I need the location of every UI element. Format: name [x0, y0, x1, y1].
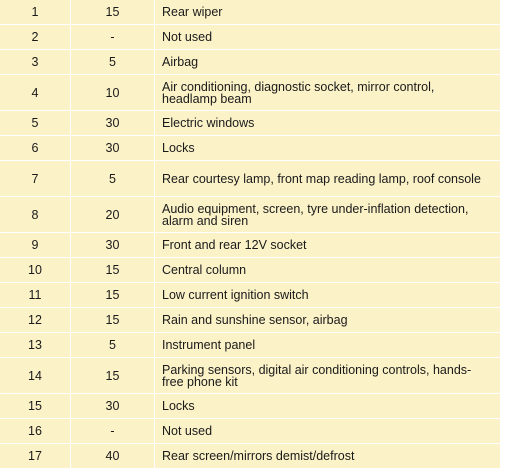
- fuse-function: Airbag: [155, 50, 500, 74]
- fuse-function: Air conditioning, diagnostic socket, mirror control, headlamp beam: [155, 75, 500, 110]
- fuse-function: Front and rear 12V socket: [155, 233, 500, 257]
- table-row: [0, 161, 500, 197]
- table-row: [0, 333, 500, 358]
- table-row: [0, 283, 500, 308]
- fuse-number: 4: [0, 75, 70, 110]
- fuse-number: 10: [0, 258, 70, 282]
- fuse-rating: -: [71, 25, 154, 49]
- fuse-number: 13: [0, 333, 70, 357]
- fuse-rating: 5: [71, 161, 154, 196]
- fuse-number: 7: [0, 161, 70, 196]
- table-row: [0, 50, 500, 75]
- fuse-number: 3: [0, 50, 70, 74]
- fuse-number: 2: [0, 25, 70, 49]
- fuse-rating: 40: [71, 444, 154, 468]
- fuse-rating: 30: [71, 233, 154, 257]
- table-row: [0, 233, 500, 258]
- fuse-function: Rear screen/mirrors demist/defrost: [155, 444, 500, 468]
- fuse-rating: -: [71, 419, 154, 443]
- fuse-rating: 15: [71, 0, 154, 24]
- fuse-function: Low current ignition switch: [155, 283, 500, 307]
- table-row: [0, 197, 500, 233]
- fuse-rating: 10: [71, 75, 154, 110]
- fuse-number: 11: [0, 283, 70, 307]
- fuse-rating: 30: [71, 394, 154, 418]
- fuse-function: Rear courtesy lamp, front map reading lamp, roof console: [155, 161, 500, 196]
- table-row: [0, 136, 500, 161]
- fuse-number: 9: [0, 233, 70, 257]
- fuse-function: Central column: [155, 258, 500, 282]
- fuse-number: 5: [0, 111, 70, 135]
- fuse-number: 15: [0, 394, 70, 418]
- fuse-number: 16: [0, 419, 70, 443]
- table-row: [0, 394, 500, 419]
- fuse-number: 12: [0, 308, 70, 332]
- fuse-function: Not used: [155, 419, 500, 443]
- fuse-rating: 30: [71, 111, 154, 135]
- table-row: [0, 308, 500, 333]
- fuse-function: Instrument panel: [155, 333, 500, 357]
- fuse-rating: 15: [71, 358, 154, 393]
- table-row: [0, 0, 500, 25]
- table-row: [0, 75, 500, 111]
- fuse-rating: 20: [71, 197, 154, 232]
- fuse-function: Not used: [155, 25, 500, 49]
- fuse-function: Rain and sunshine sensor, airbag: [155, 308, 500, 332]
- fuse-rating: 15: [71, 258, 154, 282]
- table-row: [0, 358, 500, 394]
- fuse-number: 14: [0, 358, 70, 393]
- fuse-function: Electric windows: [155, 111, 500, 135]
- fuse-number: 6: [0, 136, 70, 160]
- fuse-number: 1: [0, 0, 70, 24]
- table-row: [0, 25, 500, 50]
- fuse-number: 17: [0, 444, 70, 468]
- fuse-rating: 15: [71, 283, 154, 307]
- fuse-function: Locks: [155, 394, 500, 418]
- fuse-function: Rear wiper: [155, 0, 500, 24]
- fuse-function: Locks: [155, 136, 500, 160]
- fuse-rating: 5: [71, 333, 154, 357]
- table-row: [0, 111, 500, 136]
- table-row: [0, 444, 500, 469]
- fuse-function: Audio equipment, screen, tyre under-inflation detection, alarm and siren: [155, 197, 500, 232]
- fuse-rating: 30: [71, 136, 154, 160]
- table-row: [0, 419, 500, 444]
- table-row: [0, 258, 500, 283]
- fuse-rating: 5: [71, 50, 154, 74]
- fuse-rating: 15: [71, 308, 154, 332]
- fuse-function: Parking sensors, digital air conditioning controls, hands-free phone kit: [155, 358, 500, 393]
- fuse-number: 8: [0, 197, 70, 232]
